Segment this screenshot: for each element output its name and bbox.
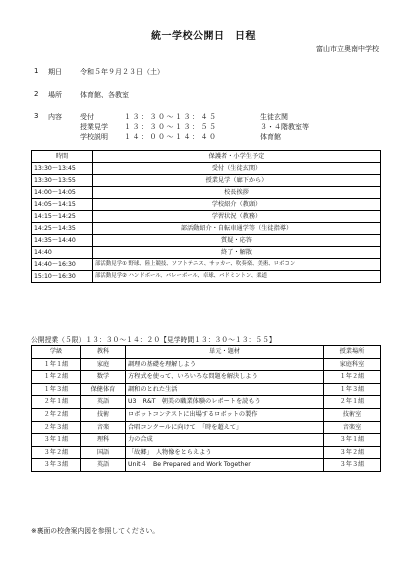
subject-cell: 技術: [81, 408, 126, 421]
schedule-time: 14:35～14:40: [32, 235, 93, 247]
content-time: １４：００～１４：４０: [124, 133, 218, 141]
class-cell: ３年１組: [32, 434, 81, 447]
item3-label: 内容: [48, 113, 62, 121]
schedule-header-desc: 保護者・小学生予定: [93, 151, 381, 163]
open-class-header: 授業場所: [324, 346, 381, 359]
open-class-header-row: [32, 346, 381, 359]
open-class-row: [32, 383, 381, 396]
subject-cell: 家庭: [81, 358, 126, 371]
schedule-row: [32, 223, 381, 235]
place-cell: ３年３組: [324, 459, 381, 472]
class-cell: ３年３組: [32, 459, 81, 472]
place-cell: １年３組: [324, 383, 381, 396]
open-class-header: 教科: [81, 346, 126, 359]
content-name: 受付: [80, 113, 94, 121]
subject-cell: 理科: [81, 434, 126, 447]
schedule-row: [32, 199, 381, 211]
item1-label: 期日: [48, 68, 62, 76]
open-class-header: 学級: [32, 346, 81, 359]
place-cell: ２年１組: [324, 396, 381, 409]
subject-cell: 英語: [81, 459, 126, 472]
unit-cell: Unit４ Be Prepared and Work Together: [126, 459, 324, 472]
open-class-header: 単元・題材: [126, 346, 324, 359]
schedule-header-time: 時間: [32, 151, 93, 163]
item1-value: 令和５年９月２３日（土）: [80, 68, 164, 76]
schedule-time: 14:25～14:35: [32, 223, 93, 235]
schedule-row: [32, 175, 381, 187]
class-cell: ２年２組: [32, 408, 81, 421]
schedule-time: 14:05～14:15: [32, 199, 93, 211]
schedule-row: [32, 259, 381, 271]
schedule-desc: 学習状況（教務）: [93, 211, 381, 223]
schedule-desc: 受付（生徒玄関）: [93, 163, 381, 175]
schedule-desc: 校長挨拶: [93, 187, 381, 199]
open-class-row: [32, 446, 381, 459]
schedule-desc: 部活動見学② ハンドボール、バレーボール、卓球、バドミントン、柔道: [93, 271, 381, 283]
schedule-desc: 学校紹介（教頭）: [93, 199, 381, 211]
place-cell: ３年１組: [324, 434, 381, 447]
schedule-row: [32, 187, 381, 199]
schedule-time: 14:40: [32, 247, 93, 259]
subject-cell: 国語: [81, 446, 126, 459]
unit-cell: 「故郷」 人物像をとらえよう: [126, 446, 324, 459]
content-name: 学校説明: [80, 133, 108, 141]
schedule-row: [32, 163, 381, 175]
place-cell: 家庭科室: [324, 358, 381, 371]
schedule-row: [32, 235, 381, 247]
open-class-row: [32, 421, 381, 434]
unit-cell: 調和のとれた生活: [126, 383, 324, 396]
schedule-time: 14:40～16:30: [32, 259, 93, 271]
content-time: １３：３０～１３：５５: [124, 123, 218, 131]
content-place: 体育館: [260, 133, 281, 141]
open-class-heading: 公開授業（５限）１３：３０～１４：２０【見学時間１３：３０～１３：５５】: [31, 336, 276, 344]
class-cell: １年２組: [32, 371, 81, 384]
open-class-row: [32, 358, 381, 371]
place-cell: １年２組: [324, 371, 381, 384]
schedule-desc: 終了・解散: [93, 247, 381, 259]
subject-cell: 英語: [81, 396, 126, 409]
class-cell: ２年１組: [32, 396, 81, 409]
schedule-desc: 部活動見学① 野球、陸上競技、ソフトテニス、サッカー、吹奏楽、美術、ロボコン: [93, 259, 381, 271]
schedule-time: 13:30～13:55: [32, 175, 93, 187]
page-title: 統一学校公開日 日程: [151, 31, 256, 42]
schedule-time: 15:10～16:30: [32, 271, 93, 283]
class-cell: １年１組: [32, 358, 81, 371]
item3-number: 3: [34, 112, 39, 120]
subject-cell: 保健体育: [81, 383, 126, 396]
schedule-desc: 部活動紹介・自転車通学等（生徒指導）: [93, 223, 381, 235]
place-cell: 技術室: [324, 408, 381, 421]
place-cell: 音楽室: [324, 421, 381, 434]
open-class-row: [32, 396, 381, 409]
open-class-row: [32, 434, 381, 447]
school-name: 富山市立奥南中学校: [316, 45, 379, 53]
subject-cell: 音楽: [81, 421, 126, 434]
content-place: ３・４階教室等: [260, 123, 309, 131]
open-class-table: [31, 345, 381, 472]
schedule-row: [32, 211, 381, 223]
item2-value: 体育館、各教室: [80, 91, 129, 99]
unit-cell: U3 R&T 朝美の職業体験のレポートを読もう: [126, 396, 324, 409]
content-name: 授業見学: [80, 123, 108, 131]
content-time: １３：３０～１３：４５: [124, 113, 218, 121]
class-cell: １年３組: [32, 383, 81, 396]
content-place: 生徒玄関: [260, 113, 288, 121]
item2-label: 場所: [48, 91, 62, 99]
schedule-row: [32, 247, 381, 259]
unit-cell: 方程式を使って、いろいろな問題を解決しよう: [126, 371, 324, 384]
schedule-desc: 質疑・応答: [93, 235, 381, 247]
footnote: ※裏面の校舎案内図を参照してください。: [31, 527, 160, 535]
subject-cell: 数学: [81, 371, 126, 384]
open-class-row: [32, 408, 381, 421]
class-cell: ３年２組: [32, 446, 81, 459]
schedule-time: 14:00～14:05: [32, 187, 93, 199]
unit-cell: ロボットコンテストに出場するロボットの製作: [126, 408, 324, 421]
schedule-desc: 授業見学（廊下から）: [93, 175, 381, 187]
open-class-row: [32, 459, 381, 472]
open-class-row: [32, 371, 381, 384]
schedule-time: 14:15～14:25: [32, 211, 93, 223]
item1-number: 1: [34, 67, 39, 75]
unit-cell: 力の合成: [126, 434, 324, 447]
schedule-table: [31, 150, 381, 283]
item2-number: 2: [34, 90, 39, 98]
schedule-time: 13:30～13:45: [32, 163, 93, 175]
unit-cell: 調理の基礎を理解しよう: [126, 358, 324, 371]
class-cell: ２年３組: [32, 421, 81, 434]
schedule-row: [32, 271, 381, 283]
unit-cell: 合唱コンクールに向けて 「時を超えて」: [126, 421, 324, 434]
schedule-header-row: [32, 151, 381, 163]
place-cell: ３年２組: [324, 446, 381, 459]
